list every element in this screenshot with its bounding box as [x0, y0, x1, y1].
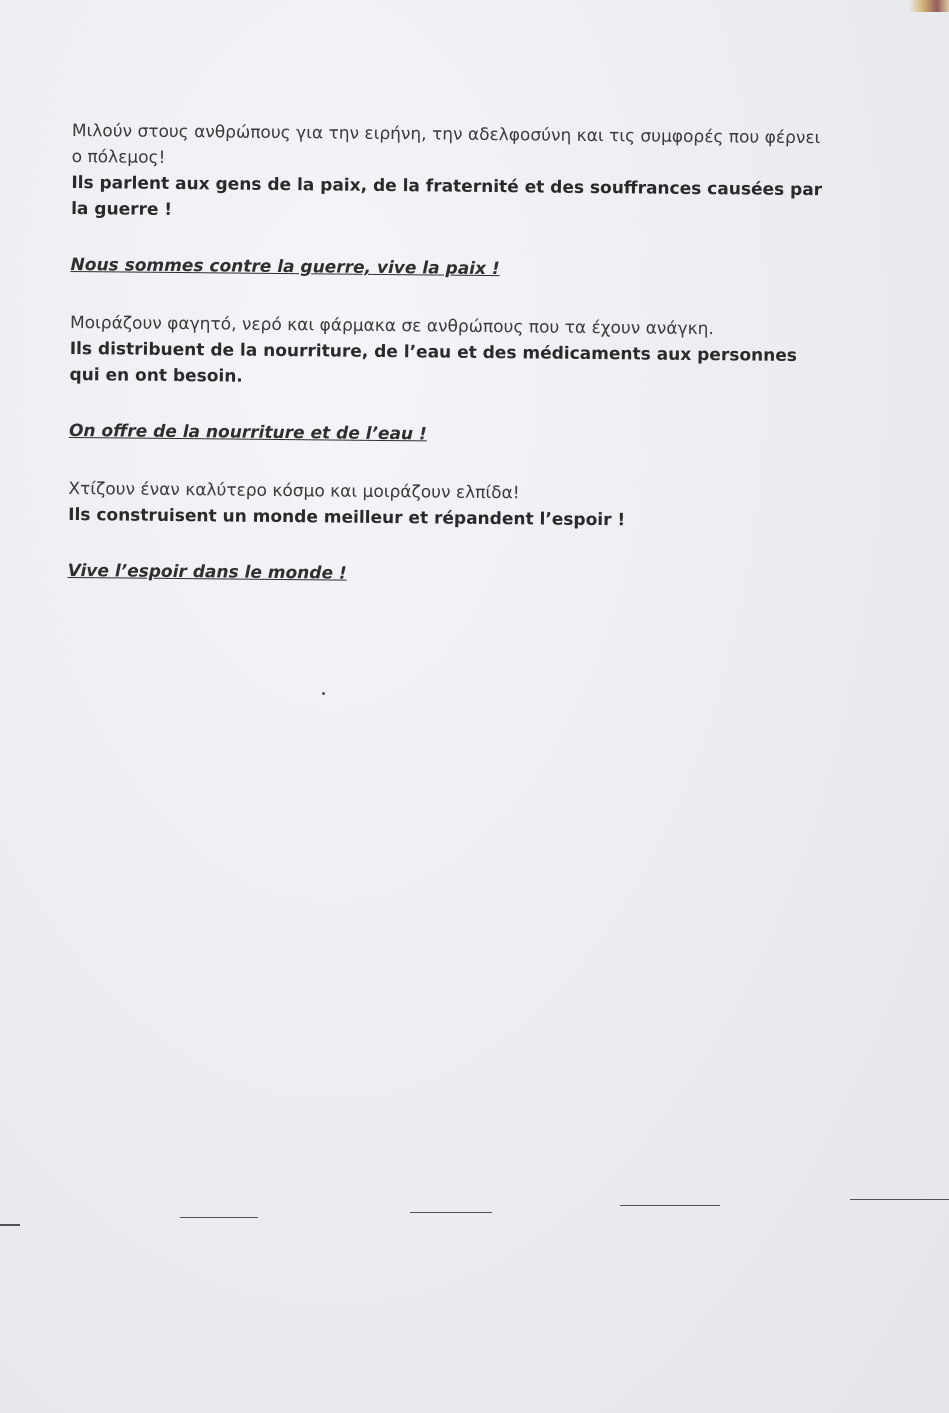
greek-paragraph-3: Χτίζουν έναν καλύτερο κόσμο και μοιράζουν ελπίδα!	[68, 478, 520, 504]
french-paragraph-2: Ils distribuent de la nourriture, de l’eau et des médicaments aux personnes qui en ont besoin.	[69, 338, 798, 387]
scan-speck	[322, 692, 325, 695]
slogan-3: Vive l’espoir dans le monde !	[67, 560, 347, 584]
french-paragraph-1: Ils parlent aux gens de la paix, de la fraternité et des souffrances causées par la guerre !	[71, 172, 823, 220]
greek-paragraph-1: Μιλούν στους ανθρώπους για την ειρήνη, την αδελφοσύνη και τις συμφορές που φέρνει ο πόλεμος!	[71, 120, 821, 168]
slogan-1: Nous sommes contre la guerre, vive la paix !	[70, 254, 500, 280]
scan-artifact-line	[850, 1199, 949, 1200]
corner-photo-edge	[909, 0, 949, 12]
scan-artifact-line	[180, 1217, 258, 1218]
document-body	[68, 118, 832, 591]
scan-artifact-line	[410, 1212, 492, 1213]
scan-artifact-line	[620, 1205, 720, 1206]
french-paragraph-3: Ils construisent un monde meilleur et répandent l’espoir !	[68, 504, 626, 531]
slogan-2: On offre de la nourriture et de l’eau !	[68, 420, 427, 445]
scan-artifact-line	[0, 1224, 20, 1226]
greek-paragraph-2: Μοιράζουν φαγητό, νερό και φάρμακα σε ανθρώπους που τα έχουν ανάγκη.	[69, 312, 714, 340]
